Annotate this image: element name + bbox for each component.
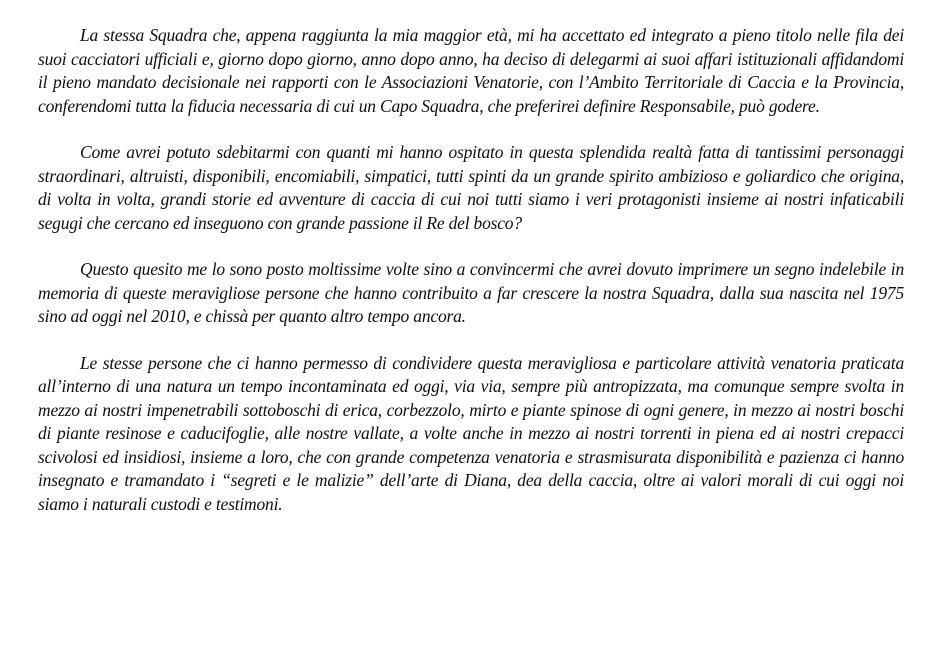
paragraph-1: La stessa Squadra che, appena raggiunta la mia maggior età, mi ha accettato ed integrato a pieno titolo nelle fila dei suoi cacciatori ufficiali e, giorno dopo giorno, anno dopo anno, ha deciso di delegarmi ai suoi affari istituzionali affidandomi il pieno mandato decisionale nei rapporti con le Associazioni Venatorie, con l’Ambito Territoriale di Caccia e la Provincia, conferendomi tutta la fiducia necessaria di cui un Capo Squadra, che preferirei definire Responsabile, può godere. — [38, 25, 904, 116]
paragraph-4: Le stesse persone che ci hanno permesso di condividere questa meravigliosa e particolare attività venatoria praticata all’interno di una natura un tempo incontaminata ed oggi, via via, sempre più antropizzata, ma comunque sempre svolta in mezzo ai nostri impenetrabili sottoboschi di erica, corbezzolo, mirto e piante spinose di ogni genere, in mezzo ai nostri boschi di piante resinose e caducifoglie, alle nostre vallate, a volte anche in mezzo ai nostri torrenti in piena ed ai nostri crepacci scivolosi ed insidiosi, insieme a loro, che con grande competenza venatoria e strasmisurata disponibilità e pazienza ci hanno insegnato e tramandato i “segreti e le malizie” dell’arte di Diana, dea della caccia, oltre ai valori morali di cui oggi noi siamo i naturali custodi e testimoni. — [38, 352, 904, 514]
paragraph-2: Come avrei potuto sdebitarmi con quanti mi hanno ospitato in questa splendida realtà fatta di tantissimi personaggi straordinari, altruisti, disponibili, encomiabili, simpatici, tutti spinti da un grande spirito ambizioso e goliardico che origina, di volta in volta, grandi storie ed avventure di caccia di cui noi tutti siamo i veri protagonisti insieme ai nostri infaticabili segugi che cercano ed inseguono con grande passione il Re del bosco? — [38, 142, 904, 233]
text-block — [38, 24, 904, 516]
paragraph-3: Questo quesito me lo sono posto moltissime volte sino a convincermi che avrei dovuto imprimere un segno indelebile in memoria di queste meravigliose persone che hanno contribuito a far crescere la nostra Squadra, dalla sua nascita nel 1975 sino ad oggi nel 2010, e chissà per quanto altro tempo ancora. — [38, 259, 904, 326]
